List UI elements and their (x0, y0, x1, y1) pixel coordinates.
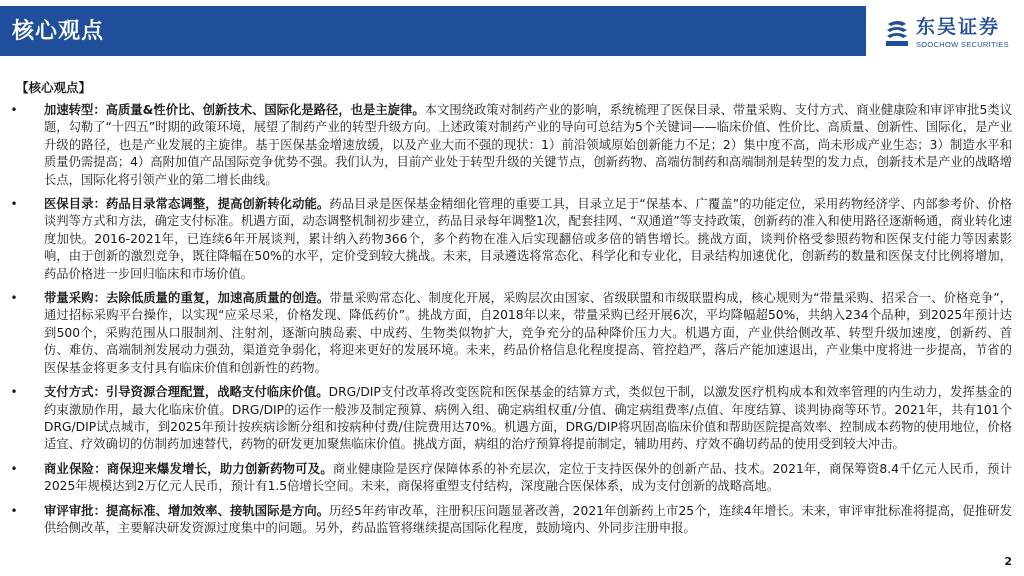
page-title: 核心观点 (12, 19, 105, 44)
key-point-lead: 支付方式：引导资源合理配置，战略支付临床价值。 (44, 385, 329, 400)
key-point-review-approval (8, 503, 1012, 538)
bullet-icon: • (10, 385, 18, 400)
logo-english-name: SOOCHOW SECURITIES (916, 40, 1009, 49)
bullet-icon: • (10, 291, 18, 306)
key-point-body: DRG/DIP支付改革将改变医院和医保基金的结算方式，类似包干制，以激发医疗机构成本和效率管理的内生动力，发挥基金的约束激励作用，最大化临床价值。DRG/DIP的运作一般涉及制定预算、病例入组、确定病组权重/分值、确定病组费率/点值、年度结算、谈判协商等环节。2021年，共有101个DRG/DIP试点城市，到2025年预计按疾病诊断分组和按病种付费/住院费用达70%。机遇方面，DRG/DIP将巩固高临床价值和帮助医院提高效率、控制成本药物的使用地位，价格适宜、疗效确切的仿制药加速替代，药物的研发更加聚焦临床价值。挑战方面，病组的治疗预算将提前制定，辅助用药、疗效不确切药品的使用受到较大冲击。 (44, 385, 1012, 452)
key-points-list (8, 102, 1012, 544)
header-bar (0, 6, 866, 56)
key-point-transformation (8, 102, 1012, 189)
company-logo (884, 16, 1020, 52)
key-point-lead: 医保目录：药品目录常态调整，提高创新转化动能。 (44, 197, 330, 212)
bullet-icon: • (10, 503, 18, 518)
key-point-volume-procurement (8, 290, 1012, 377)
key-point-lead: 加速转型：高质量&性价比、创新技术、国际化是路径，也是主旋律。 (44, 103, 425, 117)
key-point-body: 历经5年药审改革，注册积压问题显著改善，2021年创新药上市25个，连续4年增长。未来，审评审批标准将提高，促推研发供给侧改革，主要解决研发资源过度集中的问题。另外，药品监管将继续提高国际化程度，鼓励境内、外同步注册申报。 (44, 503, 1012, 535)
key-point-lead: 带量采购：去除低质量的重复，加速高质量的创造。 (44, 291, 330, 306)
key-point-commercial-insurance (8, 461, 1012, 496)
bullet-icon: • (10, 461, 18, 476)
section-label: 【核心观点】 (16, 80, 92, 95)
key-point-drug-catalog (8, 196, 1012, 283)
key-point-body: 带量采购常态化、制度化开展，采购层次由国家、省级联盟和市级联盟构成，核心规则为“带量采购、招采合一、价格竞争”，通过招标采购平台操作，以实现“应采尽采，价格发现、降低药价”。挑战方面，自2018年以来，带量采购已经开展6次，平均降幅超50%，共纳入234个品种，到2025年预计达到500个，采购范围从口服制剂、注射剂，逐渐向胰岛素、中成药、生物类似物扩大，竞争充分的品种降价压力大。机遇方面，产业供给侧改革、转型升级加速度，创新药、首仿、难仿、高端制剂发展动力强劲，渠道竞争弱化，将迎来更好的发展环境。未来，药品价格信息化程度提高、管控趋严，落后产能加速退出，产业集中度将进一步提高，节省的医保基金将更多支付具有临床价值和创新性的药物。 (44, 291, 1012, 375)
logo-chinese-name: 东吴证券 (916, 16, 1001, 38)
key-point-body: 商业健康险是医疗保障体系的补充层次，定位于支持医保外的创新产品、技术。2021年，商保筹资8.4千亿元人民币，预计2025年规模达到2万亿元人民币，预计有1.5倍增长空间。未来，商保将重塑支付结构，深度融合医保体系，成为支付创新的战略高地。 (44, 461, 1012, 494)
key-point-body: 本文围绕政策对制药产业的影响，系统梳理了医保目录、带量采购、支付方式、商业健康险和审评审批5类议题，勾勒了“十四五”时期的政策环境，展望了制药产业的转型升级方向。上述政策对制药产业的导向可总结为5个关键词——临床价值、性价比、高质量、创新性、国际化，是产业升级的路径，也是产业发展的主旋律。基于医保基金增速放缓，以及产业大而不强的现状：1）前沿领域原始创新能力不足；2）集中度不高，尚未形成产业生态；3）制造水平和质量仍需提高；4）高附加值产品国际竞争优势不强。我们认为，目前产业处于转型升级的关键节点，创新药物、高端仿制药和高端制剂是转型的发力点，创新技术是产业的战略增长点，国际化将引领产业的第二增长曲线。 (44, 103, 1012, 187)
key-point-lead: 商业保险：商保迎来爆发增长，助力创新药物可及。 (44, 461, 333, 476)
key-point-lead: 审评审批：提高标准、增加效率、接轨国际是方向。 (44, 503, 330, 518)
page-number: 2 (1004, 555, 1012, 568)
soochow-logo-mark-icon (884, 18, 910, 48)
key-point-payment-method (8, 384, 1012, 454)
key-point-body: 药品目录是医保基金精细化管理的重要工具，目录立足于“保基本、广覆盖”的功能定位，采用药物经济学、内部参考价、价格谈判等方式和方法，确定支付标准。机遇方面，动态调整机制初步建立，药品目录每年调整1次，配套挂网、“双通道”等支持政策，创新药的准入和使用路径逐渐畅通，商业转化速度加快。2016-2021年，已连续6年开展谈判，累计纳入药物366个，多个药物在准入后实现翻倍或多倍的销售增长。挑战方面，谈判价格受参照药物和医保支付能力等因素影响，由于创新的激烈竞争，既往降幅在50%的水平，定价受到较大挑战。未来，目录遴选将常态化、科学化和专业化，目录结构加速优化，创新药的数量和医保支付比例将增加，药品价格进一步回归临床和市场价值。 (44, 197, 1012, 281)
bullet-icon: • (10, 197, 18, 212)
bullet-icon: • (10, 103, 18, 117)
